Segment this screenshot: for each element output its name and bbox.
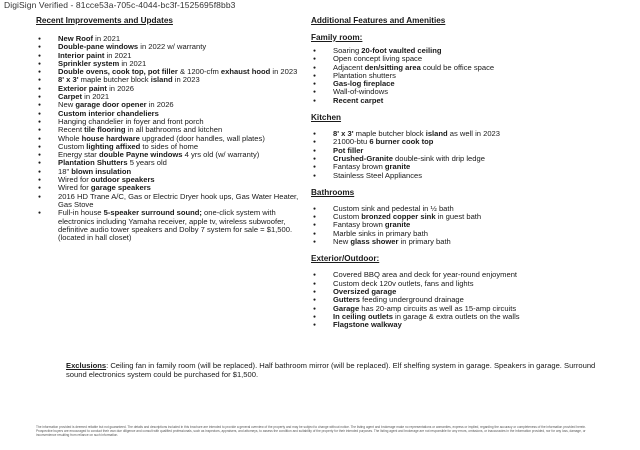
text: maple butcher block [78,75,151,85]
bold-text: Pot filler [333,145,364,155]
improvements-heading: Recent Improvements and Updates [36,16,173,25]
text: 2016 HD Trane A/C, Gas or Electric Dryer hook ups, Gas Water Heater, Gas Stove [58,191,299,209]
bold-text: Custom interior chandeliers [58,108,159,118]
bold-text: Flagstone walkway [333,320,402,330]
improvements-list [36,35,308,242]
bold-text: bronzed copper sink [361,212,436,222]
bold-text: exhaust hood [220,67,271,77]
bold-text: 5-speaker surround sound; [103,208,202,218]
text: in 2021 [82,92,110,102]
text: double-sink with drip ledge [392,153,485,163]
list-item [36,209,308,242]
feature-section [311,254,611,329]
text: Hanging chandelier in foyer and front porch [58,116,204,126]
bold-text: garage speakers [90,183,151,193]
section-heading: Exterior/Outdoor: [311,254,380,264]
bold-text: blown insulation [71,166,132,176]
text: Wall-of-windows [333,87,388,97]
text: Custom sink and pedestal in ½ bath [333,203,454,213]
text: New [333,237,351,247]
bold-text: 20-foot vaulted ceiling [361,46,442,55]
text: Custom [333,212,362,222]
bold-text: Garage [333,303,360,313]
bold-text: Double-pane windows [58,42,139,52]
text: one-click system with electronics including Yamaha receiver, apple tv, wireless subwoofer, definitive audio tower speakers and Dolby 7 system for sale = $1,500. (located in hall closet) [58,208,293,243]
bold-text: Carpet [58,92,83,102]
text: in 2022 w/ warranty [138,42,207,52]
text: Fantasy brown [333,220,385,230]
feature-section [311,113,611,180]
text: in 2023 [172,75,200,85]
text: in garage & extra outlets on the walls [392,311,520,321]
bold-text: outdoor speakers [90,175,155,185]
text: maple butcher block [353,129,426,139]
text: 21000-btu [333,137,370,147]
text: in 2021 [93,34,121,43]
bold-text: garage door opener [75,100,147,110]
exclusions-note [66,361,596,379]
list-item [36,193,308,210]
text: to sides of home [140,141,199,151]
bold-text: Plantation Shutters [58,158,128,168]
bold-text: granite [384,162,411,172]
bold-text: granite [384,220,411,230]
bold-text: house hardware [81,133,140,143]
text: Adjacent [333,62,365,72]
bold-text: lighting affixed [86,141,141,151]
improvements-column [36,16,308,242]
text: Custom deck 120v outlets, fans and lights [333,278,474,288]
text: Covered BBQ area and deck for year-round enjoyment [333,270,518,280]
exclusions-text: : Ceiling fan in family room (will be replaced). Half bathroom mirror (will be replaced). Elf shelfing system in garage. Speakers in garage. Surround sound electronics system could be purchased for $1,500. [66,361,596,379]
text: New [58,100,76,110]
text: in all bathrooms and kitchen [125,125,223,135]
text: as well in 2023 [447,129,501,139]
text: Stainless Steel Appliances [333,170,423,180]
text: Wired for [58,175,91,185]
bold-text: Gas-log fireplace [333,79,395,89]
bold-text: den/sitting area [364,62,421,72]
feature-section [311,33,611,105]
feature-sections [311,33,611,329]
text: 5 years old [127,158,167,168]
text: could be office space [420,62,495,72]
digisign-verification: DigiSign Verified - 81cce53a-705c-4044-bc3f-1525695f8bb3 [4,0,236,10]
features-column [311,16,611,329]
section-list [311,130,611,180]
text: Open concept living space [333,54,423,64]
text: feeding underground drainage [360,295,464,305]
bold-text: 6 burner cook top [369,137,434,147]
text: in 2026 [106,83,134,93]
bold-text: Double ovens, cook top, pot filler [58,67,178,77]
bold-text: 8' x 3' [58,75,79,85]
bold-text: double Payne windows [98,150,183,160]
text: Recent [58,125,85,135]
bold-text: tile flooring [84,125,126,135]
bold-text: 8' x 3' [333,129,354,139]
text: Marble sinks in primary bath [333,228,428,238]
bold-text: Sprinkler system [58,58,120,68]
list-item [311,321,611,329]
section-heading: Kitchen [311,113,342,123]
bold-text: Oversized garage [333,286,397,296]
bold-text: island [150,75,173,85]
bold-text: Crushed-Granite [333,153,393,163]
text: & 1200-cfm [177,67,221,77]
bold-text: Interior paint [58,50,105,60]
list-item [311,97,611,105]
features-heading: Additional Features and Amenities [311,16,446,25]
text: Full-in house [58,208,104,218]
text: Fantasy brown [333,162,385,172]
bold-text: In ceiling outlets [333,311,393,321]
section-heading: Bathrooms [311,187,355,197]
section-list [311,47,611,105]
bold-text: Exterior paint [58,83,107,93]
text: 4 yrs old (w/ warranty) [182,150,260,160]
feature-section [311,188,611,246]
text: in 2021 [119,58,147,68]
text: in 2021 [104,50,132,60]
text: 18" [58,166,72,176]
bold-text: New Roof [58,34,94,43]
list-item [311,238,611,246]
bold-text: glass shower [350,237,399,247]
bold-text: island [425,129,448,139]
text: Wired for [58,183,91,193]
text: in 2026 [146,100,174,110]
text: has 20-amp circuits as well as 15-amp circuits [359,303,517,313]
section-list [311,271,611,329]
text: Plantation shutters [333,70,396,80]
list-item [311,172,611,180]
text: Energy star [58,150,99,160]
exclusions-label: Exclusions [66,361,107,370]
bold-text: Gutters [333,295,361,305]
text: in guest bath [435,212,482,222]
text: Whole [58,133,82,143]
text: in primary bath [398,237,451,247]
text: Soaring [333,46,362,55]
disclaimer-text: The information provided is deemed reliable but not guaranteed. The details and descriptions included in this brochure are intended to provide a general overview of the property and may be subject to change without notice. The listing agent and brokerage make no representations or warranties, express or implied, regarding the accuracy or completeness of the information provided herein. Prospective buyers are encouraged to conduct their own due diligence and consult with qualified professionals, such as inspectors, appraisers, and attorneys, to assess the condition and suitability of the property for their intended purposes. The listing agent and brokerage are not responsible for any errors, omissions, or inaccuracies in the information provided, nor for any loss, damage, or inconvenience resulting from reliance on such information. [36,425,587,438]
text: Custom [58,141,87,151]
section-list [311,205,611,246]
text: in 2023 [270,67,298,77]
text: upgraded (door handles, wall plates) [139,133,265,143]
bold-text: Recent carpet [333,95,384,105]
section-heading: Family room: [311,33,363,42]
